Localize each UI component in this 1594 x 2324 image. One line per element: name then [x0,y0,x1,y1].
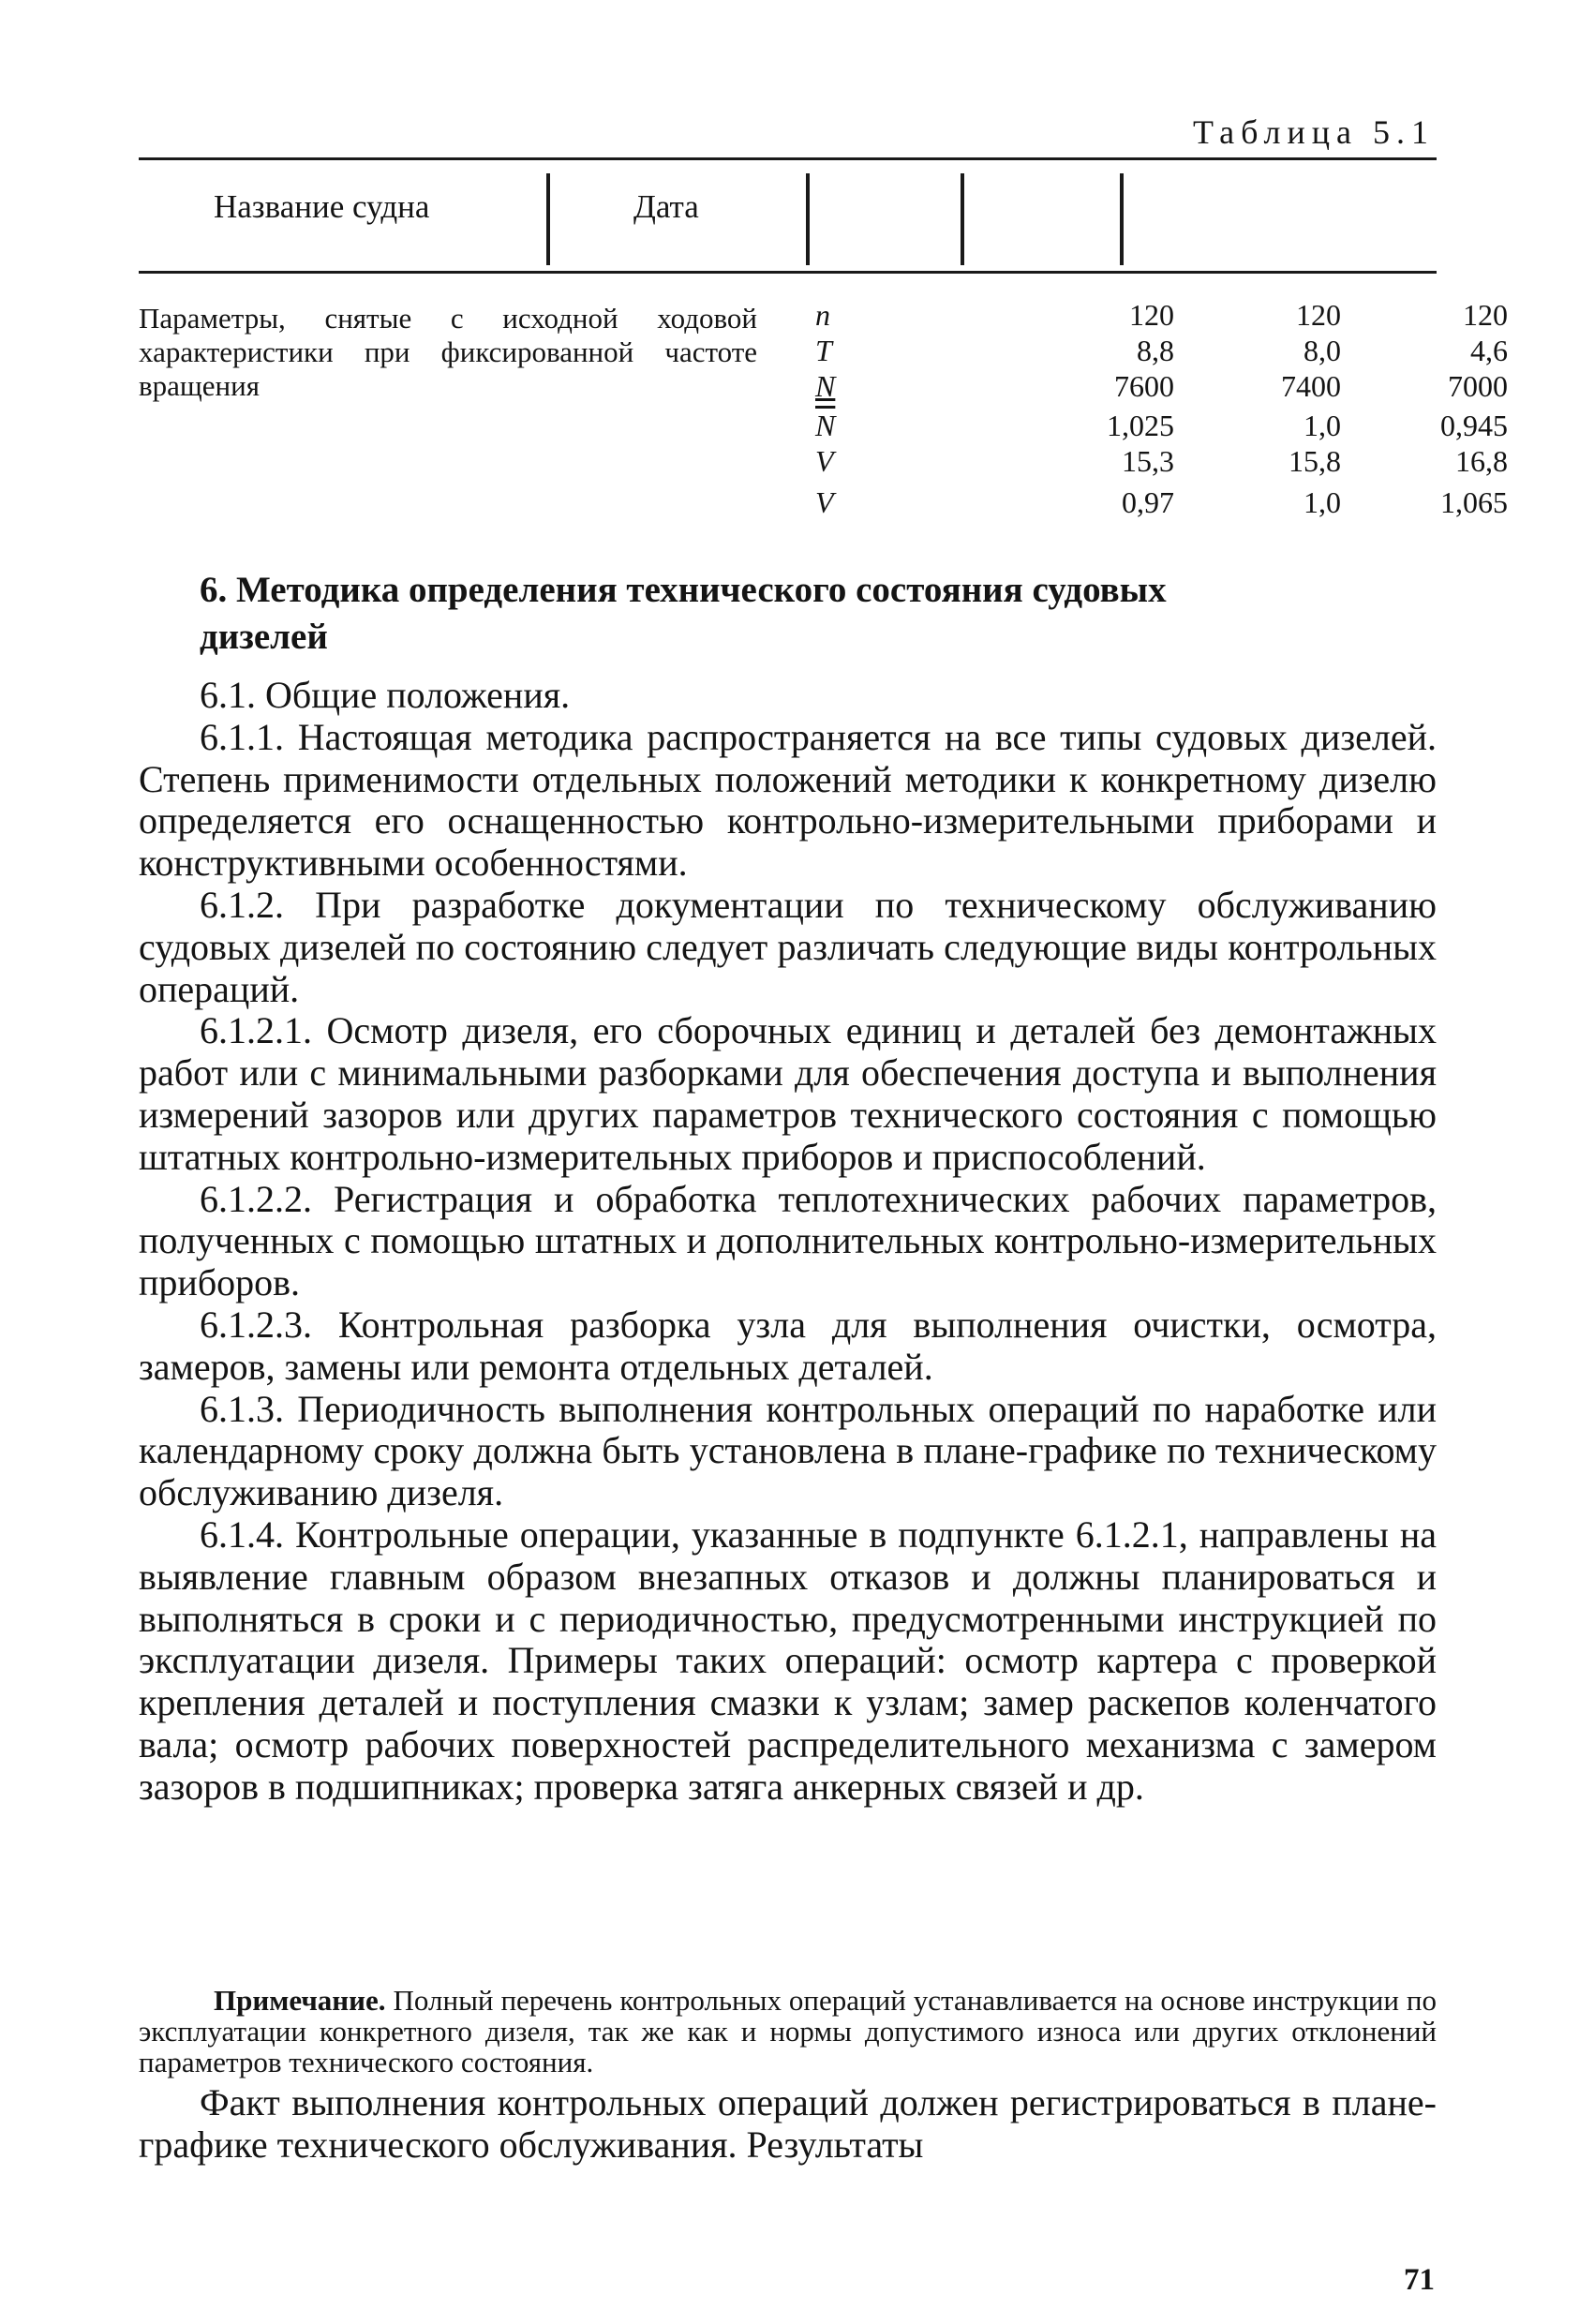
paragraph: 6.1.3. Периодичность выполнения контрольных операций по наработке или календарному сроку должна быть установлена в плане-графике по техническому обслуживанию дизеля. [139,1387,1437,1514]
data-table [139,157,1437,274]
table-cell: 8,0 [1304,334,1341,367]
table-row [139,485,1508,521]
header-date: Дата [633,188,699,225]
row-symbol: n [815,298,830,332]
row-symbol: N [815,369,836,403]
table-caption: Таблица 5.1 [1193,113,1435,151]
table-cell: 0,945 [1440,409,1508,442]
header-divider [961,173,964,265]
table-cell: 1,0 [1304,409,1341,442]
note-label: Примечание. [214,1984,386,2017]
header-divider [546,173,550,265]
paragraph: 6.1.2.2. Регистрация и обработка теплотехнических рабочих параметров, полученных с помощью штатных и дополнительных контрольно-измерительных приборов. [139,1177,1437,1304]
table-cell: 15,8 [1289,444,1341,478]
row-symbol: T [815,334,832,367]
table-cell: 120 [1129,298,1174,332]
section-heading: 6. Методика определения технического состояния судовых дизелей [200,570,1167,657]
paragraph: 6.1.1. Настоящая методика распространяется на все типы судовых дизелей. Степень применимости отдельных положений методики к конкретному дизелю определяется его оснащенностью контрольно-измерительными приборами и конструктивными особенностями. [139,715,1437,885]
paragraph: 6.1.2.1. Осмотр дизеля, его сборочных единиц и деталей без демонтажных работ или с минимальными разборками для обеспечения доступа и выполнения измерений зазоров или других параметров технического состояния с помощью штатных контрольно-измерительных приборов и приспособлений. [139,1009,1437,1178]
row-symbol: $\overline{N}$ [815,409,836,442]
row-symbol: V [815,444,834,478]
note-text: Полный перечень контрольных операций устанавливается на основе инструкции по эксплуатации конкретного дизеля, так же как и нормы допустимого износа или других отклонений параметров технического состояния. [139,1984,1438,2078]
table-cell: 7600 [1114,369,1174,403]
table-row [139,409,1508,444]
table-header-rule [139,271,1437,274]
table-row [139,369,1508,405]
paragraph: 6.1.4. Контрольные операции, указанные в подпункте 6.1.2.1, направлены на выявление главным образом внезапных отказов и должны планироваться и выполняться в сроки и с периодичностью, предусмотренными инструкцией по эксплуатации дизеля. Примеры таких операций: осмотр картера с проверкой крепления деталей и поступления смазки к узлам; замер раскепов коленчатого вала; осмотр рабочих поверхностей распределительного механизма с замером зазоров в подшипниках; проверка затяга анкерных связей и др. [139,1512,1437,1808]
table-cell: 7400 [1281,369,1341,403]
table-cell: 15,3 [1122,444,1174,478]
section-body [139,675,1437,1809]
table-row [139,334,1508,369]
table-cell: 120 [1296,298,1341,332]
table-cell: 1,025 [1107,409,1174,442]
table-cell: 8,8 [1137,334,1174,367]
header-divider [806,173,810,265]
note-block [139,1985,1437,2078]
table-cell: 4,6 [1470,334,1508,367]
paragraph: 6.1. Общие положения. [200,674,571,716]
table-cell: 120 [1463,298,1508,332]
page-number: 71 [1404,2263,1435,2297]
table-row [139,298,1508,334]
table-cell: 7000 [1448,369,1508,403]
header-divider [1120,173,1124,265]
table-cell: 1,065 [1440,485,1508,519]
table-row-label: Параметры, снятые с исходной ходовой характеристики при фиксированной частоте вращения [139,302,757,402]
table-cell: 16,8 [1455,444,1508,478]
table-cell: 1,0 [1304,485,1341,519]
table-header [139,160,1437,271]
final-paragraph: Факт выполнения контрольных операций должен регистрироваться в плане-графике технического обслуживания. Результаты [139,2081,1437,2166]
header-ship-name: Название судна [214,188,430,225]
paragraph: 6.1.2. При разработке документации по техническому обслуживанию судовых дизелей по состоянию следует различать следующие виды контрольных операций. [139,883,1437,1010]
paragraph: 6.1.2.3. Контрольная разборка узла для выполнения очистки, осмотра, замеров, замены или ремонта отдельных деталей. [139,1303,1437,1388]
table-cell: 0,97 [1122,485,1174,519]
table-row [139,444,1508,480]
row-symbol: V [815,485,834,519]
